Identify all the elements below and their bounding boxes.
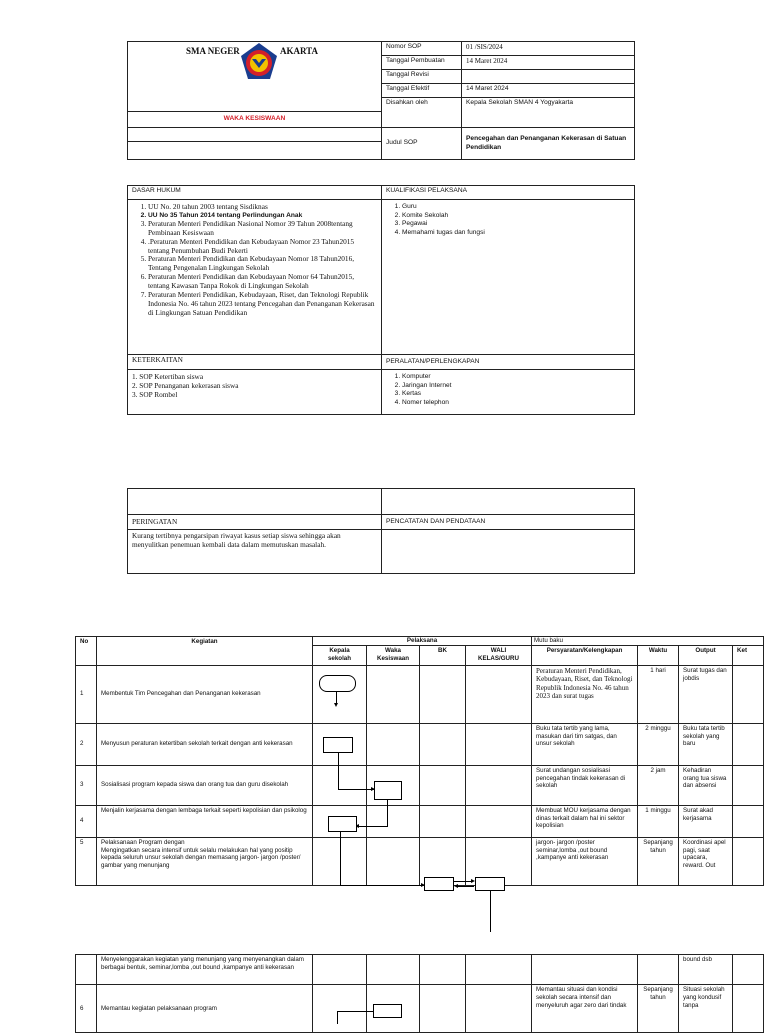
flow-connector: [453, 881, 473, 882]
row-kegiatan: Sosialisasi program kepada siswa dan orang tua dan guru disekolah: [97, 765, 313, 805]
keterkaitan-item: 2. SOP Penanganan kekerasan siswa: [132, 380, 239, 390]
row-persyaratan: [532, 955, 638, 985]
flow-connector: [338, 752, 339, 789]
field-label: Tanggal Pembuatan: [382, 56, 462, 70]
row-output: bound dsb: [679, 955, 733, 985]
row-persyaratan: Surat undangan sosialisasi pencegahan tindak kekerasan di sekolah: [532, 765, 638, 805]
cell: [367, 723, 420, 765]
dasar-hukum-item: 2. UU No 35 Tahun 2014 tentang Perlindungan Anak: [148, 212, 377, 220]
flow-process-step5b: [475, 877, 505, 891]
row-ket: [733, 805, 764, 837]
row-waktu: 1 minggu: [638, 805, 679, 837]
row-no: 4: [76, 805, 97, 837]
kualifikasi-item: 2. Komite Sekolah: [402, 212, 630, 221]
school-name-left: SMA NEGER: [186, 46, 240, 56]
flow-connector: [387, 799, 388, 826]
flow-connector: [340, 831, 341, 885]
field-label: Disahkan oleh: [382, 98, 462, 128]
field-value: [462, 70, 635, 84]
col-no: No: [76, 637, 97, 666]
col-wali: WALI KELAS/GURU: [466, 645, 532, 665]
cell: [420, 723, 466, 765]
field-value: 14 Maret 2024: [462, 84, 635, 98]
flow-process-step6: [373, 1004, 402, 1018]
kualifikasi-item: 3. Pegawai: [402, 220, 630, 229]
row-waktu: [638, 955, 679, 985]
row-no: 3: [76, 765, 97, 805]
row-output: Buku tata tertib sekolah yang baru: [679, 723, 733, 765]
cell: [420, 665, 466, 723]
cell: [420, 765, 466, 805]
dasar-hukum-item: 6. Peraturan Menteri Pendidikan dan Kebudayaan Nomor 64 Tahun2015, tentang Kawasan Tanpa Rokok di Lingkungan Sekolah: [148, 273, 377, 291]
judul-value: Pencegahan dan Penanganan Kekerasan di Satuan Pendidikan: [462, 128, 635, 160]
keterkaitan-cell: [128, 370, 382, 415]
col-kegiatan: Kegiatan: [97, 637, 313, 666]
table-row: [76, 723, 764, 765]
cell: [313, 665, 367, 723]
col-output: Output: [679, 645, 733, 665]
row-kegiatan: Menyusun peraturan ketertiban sekolah terkait dengan anti kekerasan: [97, 723, 313, 765]
procedure-table: [75, 636, 764, 886]
flow-process-step5a: [424, 877, 454, 891]
row-waktu: 1 hari: [638, 665, 679, 723]
row-waktu: 2 jam: [638, 765, 679, 805]
row-ket: [733, 837, 764, 885]
flow-connector: [358, 826, 388, 827]
flow-process-step4: [328, 816, 357, 832]
flow-connector: [340, 885, 424, 886]
cell: [313, 985, 367, 1033]
cell: [367, 837, 420, 885]
kualifikasi-item: 1. Guru: [402, 203, 630, 212]
row-kegiatan: Memantau kegiatan pelaksanaan program: [97, 985, 313, 1033]
keterkaitan-title: KETERKAITAN: [128, 355, 382, 370]
peralatan-list: [386, 373, 630, 407]
field-value: 01 /SIS/2024: [462, 42, 635, 56]
row-persyaratan: Membuat MOU kerjasama dengan dinas terkait dalam hal ini sektor kepolisian: [532, 805, 638, 837]
cell: [367, 805, 420, 837]
row-ket: [733, 955, 764, 985]
kualifikasi-list: [386, 203, 630, 237]
field-label: Tanggal Revisi: [382, 70, 462, 84]
row-kegiatan: Pelaksanaan Program dengan Mengingatkan secara intensif untuk selalu melakukan hal yang positip kepada seluruh unsur sekolah dengan memasang jargon- jargon /poster/ gambar yang menunjang: [97, 837, 313, 885]
row-kegiatan: Menjalin kerjasama dengan lembaga terkait seperti kepolisian dan psikolog: [97, 805, 313, 837]
table-row: [76, 665, 764, 723]
cell: [466, 723, 532, 765]
row-waktu: Sepanjang tahun: [638, 837, 679, 885]
col-bk: BK: [420, 645, 466, 665]
flow-connector: [490, 890, 491, 932]
row-ket: [733, 765, 764, 805]
flow-process-step2: [323, 737, 353, 753]
peringatan-table: [127, 488, 635, 574]
cell: [466, 665, 532, 723]
row-output: Surat akad kerjasama: [679, 805, 733, 837]
field-value: 14 Maret 2024: [462, 56, 635, 70]
flow-connector: [338, 789, 374, 790]
cell: [420, 955, 466, 985]
peralatan-cell: [382, 370, 635, 415]
peralatan-item: 3. Kertas: [402, 390, 630, 399]
unit-label: WAKA KESISWAAN: [128, 112, 382, 128]
blank-cell: [382, 489, 635, 515]
row-kegiatan: [97, 665, 313, 723]
peringatan-text: Kurang tertibnya pengarsipan riwayat kasus setiap siswa sehingga akan menyulitkan penemuan kembali data dalam memutuskan masalah.: [128, 530, 382, 574]
judul-label: Judul SOP: [382, 128, 462, 160]
row-output: Situasi sekolah yang kondusif tanpa: [679, 985, 733, 1033]
table-row: [76, 985, 764, 1033]
field-label: Nomor SOP: [382, 42, 462, 56]
col-kepala: Kepala sekolah: [313, 645, 367, 665]
row-no: [76, 955, 97, 985]
cell: [466, 765, 532, 805]
blank-cell: [128, 489, 382, 515]
cell: [313, 955, 367, 985]
row-no: 1: [76, 665, 97, 723]
keterkaitan-item: 3. SOP Rombel: [132, 389, 178, 399]
col-ket: Ket: [733, 645, 764, 665]
table-row: [76, 805, 764, 837]
row-output: Surat tugas dan jobdis: [679, 665, 733, 723]
cell: [367, 665, 420, 723]
row-no: 6: [76, 985, 97, 1033]
field-value: Kepala Sekolah SMAN 4 Yogyakarta: [462, 98, 635, 128]
cell: [420, 985, 466, 1033]
row-output: Koordinasi apel pagi, saat upacara, reward. Out: [679, 837, 733, 885]
flow-arrowhead: [334, 703, 338, 707]
cell: [420, 805, 466, 837]
kualifikasi-cell: [382, 200, 635, 355]
row-no: 5: [76, 837, 97, 885]
dasar-hukum-item: 3. Peraturan Menteri Pendidikan Nasional Nomor 39 Tahun 2008tentang Pembinaan Kesiswaan: [148, 220, 377, 238]
cell: [313, 765, 367, 805]
dasar-hukum-cell: [128, 200, 382, 355]
col-pelaksana: Pelaksana: [313, 637, 532, 646]
cell: [466, 805, 532, 837]
school-title-cell: [128, 42, 382, 112]
row-ket: [733, 723, 764, 765]
flow-process-step3: [374, 781, 402, 800]
dasar-hukum-item: 4. .Peraturan Menteri Pendidikan dan Kebudayaan Nomor 23 Tahun2015 tentang Penumbuhan Budi Pekerti: [148, 238, 377, 256]
row-ket: [733, 665, 764, 723]
row-persyaratan: Buku tata tertib yang lama, masukan dari tim satgas, dan unsur sekolah: [532, 723, 638, 765]
dasar-hukum-list: [132, 203, 377, 318]
row-persyaratan: jargon- jargon /poster seminar,lomba ,out bound ,kampanye anti kekerasan: [532, 837, 638, 885]
col-waktu: Waktu: [638, 645, 679, 665]
school-name-right: AKARTA: [280, 46, 319, 56]
dasar-hukum-item: 7. Peraturan Menteri Pendidikan, Kebudayaan, Riset, dan Teknologi Republik Indonesia No. 46 tahun 2023 tentang Pencegahan dan Penanganan Kekerasan di Lingkungan Satuan Pendidikan: [148, 291, 377, 318]
row-kegiatan: Menyelenggarakan kegiatan yang menunjang yang menyenangkan dalam berbagai bentuk, seminar,lomba ,out bound ,kampanye anti kekerasan: [97, 955, 313, 985]
keterkaitan-list: [132, 373, 377, 400]
school-logo: [239, 42, 279, 82]
peralatan-item: 1. Komputer: [402, 373, 630, 382]
flow-terminator-start: [319, 675, 356, 692]
row-no: 2: [76, 723, 97, 765]
cell: [367, 955, 420, 985]
pencatatan-title: PENCATATAN DAN PENDATAAN: [382, 515, 635, 530]
cell: [466, 955, 532, 985]
kualifikasi-item: 4. Memahami tugas dan fungsi: [402, 229, 630, 238]
kualifikasi-title: KUALIFIKASI PELAKSANA: [382, 186, 635, 200]
flow-connector: [457, 886, 474, 887]
row-waktu: 2 minggu: [638, 723, 679, 765]
peralatan-item: 2. Jaringan Internet: [402, 382, 630, 391]
peralatan-item: 4. Nomer telephon: [402, 399, 630, 408]
row-kegiatan-text: Membentuk Tim Pencegahan dan Penanganan kekerasan: [101, 690, 261, 698]
col-waka: Waka Kesiswaan: [367, 645, 420, 665]
flow-connector: [337, 1011, 374, 1012]
procedure-table-continued: [75, 954, 764, 1033]
peringatan-title: PERINGATAN: [128, 515, 382, 530]
row-waktu: Sepanjang tahun: [638, 985, 679, 1033]
peralatan-title: PERALATAN/PERLENGKAPAN: [382, 355, 635, 370]
field-label: Tanggal Efektif: [382, 84, 462, 98]
dasar-hukum-item: 5. Peraturan Menteri Pendidikan dan Kebudayaan Nomor 18 Tahun2016, Tentang Pengenalan Lingkungan Sekolah: [148, 255, 377, 273]
blank-cell: [128, 142, 382, 160]
row-persyaratan: Peraturan Menteri Pendidikan, Kebudayaan, Riset, dan Teknologi Republik Indonesia No. 46 tahun 2023 dan surat tugas: [532, 665, 638, 723]
row-persyaratan: Memantau situasi dan kondisi sekolah secara intensif dan menyeluruh agar zero dari tindak: [532, 985, 638, 1033]
keterkaitan-item: 1. SOP Ketertiban siswa: [132, 372, 204, 381]
dasar-hukum-item: 1. UU No. 20 tahun 2003 tentang Sisdiknas: [148, 203, 377, 212]
flow-arrowhead: [454, 884, 458, 888]
col-mutu: Mutu baku: [532, 637, 764, 646]
cell: [466, 985, 532, 1033]
flow-connector: [337, 1011, 338, 1024]
sop-info-table: [127, 185, 635, 415]
row-ket: [733, 985, 764, 1033]
row-output: Kehadiran orang tua siswa dan absensi: [679, 765, 733, 805]
dasar-hukum-title: DASAR HUKUM: [128, 186, 382, 200]
blank-cell: [128, 128, 382, 142]
pencatatan-cell: [382, 530, 635, 574]
table-row: [76, 955, 764, 985]
table-row: [76, 765, 764, 805]
table-row: [76, 837, 764, 885]
sop-header-table: [127, 41, 635, 160]
col-persyaratan: Persyaratan/Kelengkapan: [532, 645, 638, 665]
